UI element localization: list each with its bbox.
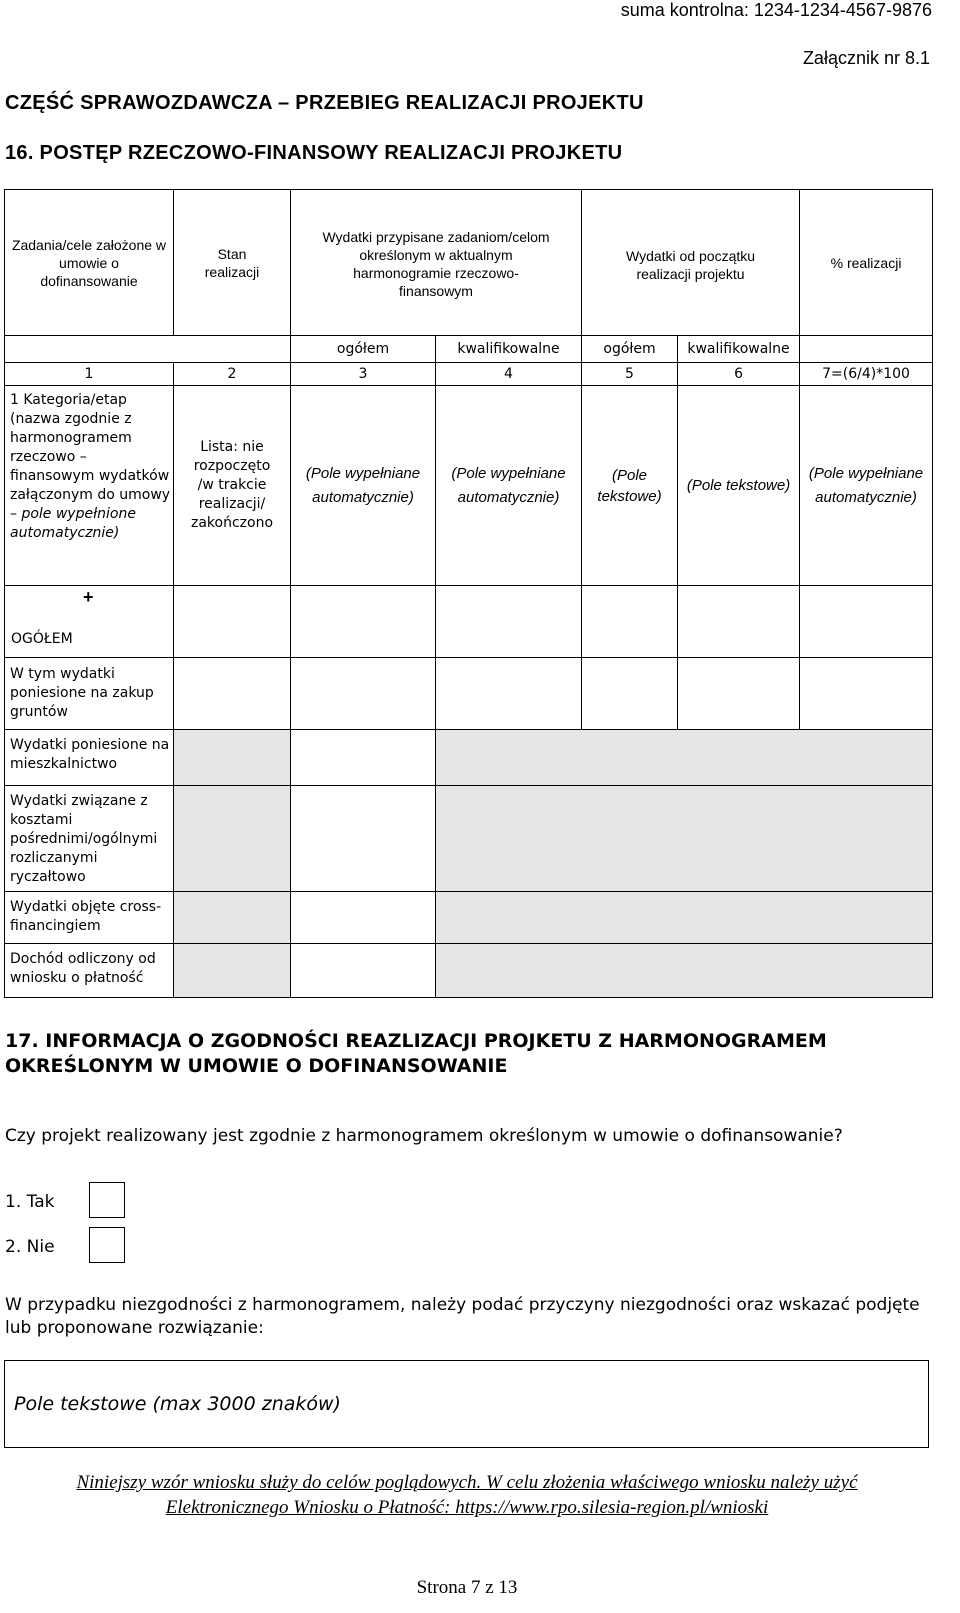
subheader-blank-1: [5, 336, 174, 363]
category-auto-note: pole wypełnione automatycznie): [10, 506, 136, 541]
total-cell-6: [678, 586, 800, 658]
option-yes-label: 1. Tak: [5, 1192, 55, 1212]
col-number-7: 7=(6/4)*100: [800, 363, 933, 386]
income-cell-3: [291, 944, 436, 998]
page-number: Strona 7 z 13: [416, 1577, 518, 1598]
total-cell-4: [436, 586, 582, 658]
category-cell: [5, 386, 174, 586]
row-land-purchase: W tym wydatki poniesione na zakup gruntów: [5, 658, 174, 730]
indirect-cell-3: [291, 786, 436, 892]
col-number-6: 6: [678, 363, 800, 386]
total-cell-5: [582, 586, 678, 658]
header-tasks: Zadania/cele założone w umowie o dofinansowanie: [5, 190, 174, 336]
indirect-status-cell: [174, 786, 291, 892]
total-cell-3: [291, 586, 436, 658]
part-title: CZĘŚĆ SPRAWOZDAWCZA – PRZEBIEG REALIZACJI PROJEKTU: [5, 92, 644, 114]
discrepancy-instruction: W przypadku niezgodności z harmonogramem, należy podać przyczyny niezgodności oraz wskazać podjęte lub proponowane rozwiązanie:: [5, 1295, 920, 1338]
subheader-blank-2: [174, 336, 291, 363]
total-status-cell: [174, 586, 291, 658]
land-cell-5: [582, 658, 678, 730]
land-cell-4: [436, 658, 582, 730]
schedule-question: Czy projekt realizowany jest zgodnie z harmonogramem określonym w umowie o dofinansowanie?: [5, 1126, 843, 1146]
subheader-eligible-2: kwalifikowalne: [678, 336, 800, 363]
cross-cell-3: [291, 892, 436, 944]
text-field-total[interactable]: (Pole tekstowe): [582, 386, 678, 586]
housing-status-cell: [174, 730, 291, 786]
cross-gray-span: [436, 892, 933, 944]
header-percent: % realizacji: [800, 190, 933, 336]
total-label-cell: [5, 586, 174, 658]
row-income-deducted: Dochód odliczony od wniosku o płatność: [5, 944, 174, 998]
total-label: OGÓŁEM: [11, 631, 73, 647]
footer-note-line-1: Niniejszy wzór wniosku służy do celów poglądowych. W celu złożenia właściwego wniosku należy użyć: [76, 1472, 858, 1493]
land-status-cell: [174, 658, 291, 730]
annex-label: Załącznik nr 8.1: [802, 48, 930, 68]
income-status-cell: [174, 944, 291, 998]
land-cell-6: [678, 658, 800, 730]
header-status: Stan realizacji: [174, 190, 291, 336]
total-cell-7: [800, 586, 933, 658]
progress-table: [4, 189, 933, 998]
row-cross-financing: Wydatki objęte cross-financingiem: [5, 892, 174, 944]
subheader-eligible-1: kwalifikowalne: [436, 336, 582, 363]
text-field-eligible[interactable]: (Pole tekstowe): [678, 386, 800, 586]
text-field-placeholder: Pole tekstowe (max 3000 znaków): [14, 1393, 341, 1415]
land-cell-3: [291, 658, 436, 730]
header-expenses-since-start: Wydatki od początku realizacji projektu: [582, 190, 800, 336]
row-housing: Wydatki poniesione na mieszkalnictwo: [5, 730, 174, 786]
indirect-gray-span: [436, 786, 933, 892]
col-number-5: 5: [582, 363, 678, 386]
checksum: suma kontrolna: 1234-1234-4567-9876: [620, 0, 932, 20]
footer-note-line-2: Elektronicznego Wniosku o Płatność: https://www.rpo.silesia-region.pl/wnioski: [165, 1497, 769, 1518]
option-no-label: 2. Nie: [5, 1237, 55, 1257]
housing-gray-span: [436, 730, 933, 786]
option-no-checkbox[interactable]: [89, 1227, 125, 1263]
category-text: 1 Kategoria/etap (nazwa zgodnie z harmonogramem rzeczowo – finansowym wydatków załączonym do umowy –: [10, 392, 171, 522]
section-16-title: 16. POSTĘP RZECZOWO-FINANSOWY REALIZACJI PROJKETU: [5, 142, 623, 164]
auto-field-percent: (Pole wypełniane automatycznie): [800, 386, 933, 586]
auto-field-eligible: (Pole wypełniane automatycznie): [436, 386, 582, 586]
option-yes-checkbox[interactable]: [89, 1182, 125, 1218]
section-17-title: 17. INFORMACJA O ZGODNOŚCI REAZLIZACJI PROJKETU Z HARMONOGRAMEM OKREŚLONYM W UMOWIE O DOFINANSOWANIE: [5, 1030, 827, 1077]
subheader-total-2: ogółem: [582, 336, 678, 363]
subheader-blank-3: [800, 336, 933, 363]
row-indirect-costs: Wydatki związane z kosztami pośrednimi/ogólnymi rozliczanymi ryczałtowo: [5, 786, 174, 892]
col-number-4: 4: [436, 363, 582, 386]
cross-status-cell: [174, 892, 291, 944]
auto-field-total: (Pole wypełniane automatycznie): [291, 386, 436, 586]
income-gray-span: [436, 944, 933, 998]
housing-cell-3: [291, 730, 436, 786]
status-list-field[interactable]: Lista: nie rozpoczęto /w trakcie realizacji/ zakończono: [174, 386, 291, 586]
subheader-total-1: ogółem: [291, 336, 436, 363]
col-number-3: 3: [291, 363, 436, 386]
land-cell-7: [800, 658, 933, 730]
add-row-plus[interactable]: +: [83, 587, 94, 607]
header-assigned-expenses: Wydatki przypisane zadaniom/celom określonym w aktualnym harmonogramie rzeczowo-finansowym: [291, 190, 582, 336]
col-number-1: 1: [5, 363, 174, 386]
col-number-2: 2: [174, 363, 291, 386]
discrepancy-text-field[interactable]: [4, 1360, 929, 1448]
